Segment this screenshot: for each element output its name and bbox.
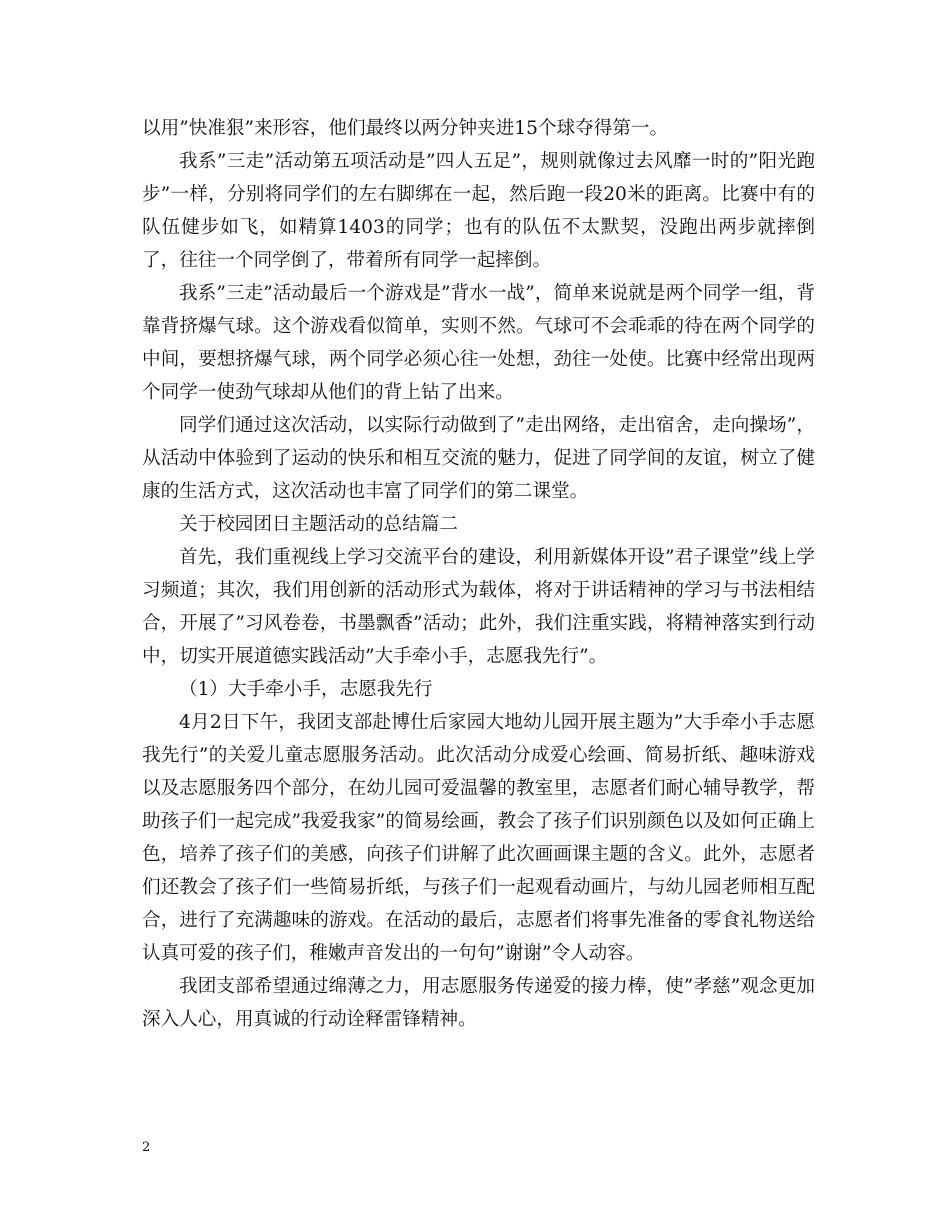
paragraph-online-platform: 首先，我们重视线上学习交流平台的建设，利用新媒体开设”君子课堂”线上学习频道；其次，我们用创新的活动形式为载体，将对于讲话精神的学习与书法相结合，开展了”习风卷卷，书墨飘香”活动；此外，我们注重实践，将精神落实到行动中，切实开展道德实践活动”大手牵小手，志愿我先行”。 bbox=[142, 547, 815, 667]
subsection-heading: （1）大手牵小手，志愿我先行 bbox=[179, 679, 433, 700]
paragraph-balloon-game: 我系”三走”活动最后一个游戏是”背水一战”，简单来说就是两个同学一组，背靠背挤爆气球。这个游戏看似简单，实则不然。气球可不会乖乖的待在两个同学的中间，要想挤爆气球，两个同学必须心往一处想，劲往一处使。比赛中经常出现两个同学一使劲气球却从他们的背上钻了出来。 bbox=[142, 283, 815, 403]
paragraph-continuation: 以用”快准狠”来形容，他们最终以两分钟夹进15个球夺得第一。 bbox=[142, 118, 669, 139]
page-number: 2 bbox=[142, 1140, 151, 1155]
section-heading: 关于校园团日主题活动的总结篇二 bbox=[179, 514, 458, 535]
paragraph-four-person-race: 我系”三走”活动第五项活动是”四人五足”，规则就像过去风靡一时的”阳光跑步”一样，分别将同学们的左右脚绑在一起，然后跑一段20米的距离。比赛中有的队伍健步如飞，如精算1403的同学；也有的队伍不太默契，没跑出两步就摔倒了，往往一个同学倒了，带着所有同学一起摔倒。 bbox=[142, 151, 815, 271]
document-body bbox=[142, 112, 815, 1036]
paragraph-kindergarten-activity: 4月2日下午，我团支部赴博仕后家园大地幼儿园开展主题为”大手牵小手志愿我先行”的关爱儿童志愿服务活动。此次活动分成爱心绘画、简易折纸、趣味游戏以及志愿服务四个部分，在幼儿园可爱温馨的教室里，志愿者们耐心辅导教学，帮助孩子们一起完成”我爱我家”的简易绘画，教会了孩子们识别颜色以及如何正确上色，培养了孩子们的美感，向孩子们讲解了此次画画课主题的含义。此外，志愿者们还教会了孩子们一些简易折纸，与孩子们一起观看动画片，与幼儿园老师相互配合，进行了充满趣味的游戏。在活动的最后，志愿者们将事先准备的零食礼物送给认真可爱的孩子们，稚嫩声音发出的一句句”谢谢”令人动容。 bbox=[142, 712, 815, 964]
paragraph-closing: 我团支部希望通过绵薄之力，用志愿服务传递爱的接力棒，使”孝慈”观念更加深入人心，用真诚的行动诠释雷锋精神。 bbox=[142, 976, 815, 1030]
paragraph-activity-summary: 同学们通过这次活动，以实际行动做到了”走出网络，走出宿舍，走向操场”，从活动中体验到了运动的快乐和相互交流的魅力，促进了同学间的友谊，树立了健康的生活方式，这次活动也丰富了同学们的第二课堂。 bbox=[142, 415, 815, 502]
